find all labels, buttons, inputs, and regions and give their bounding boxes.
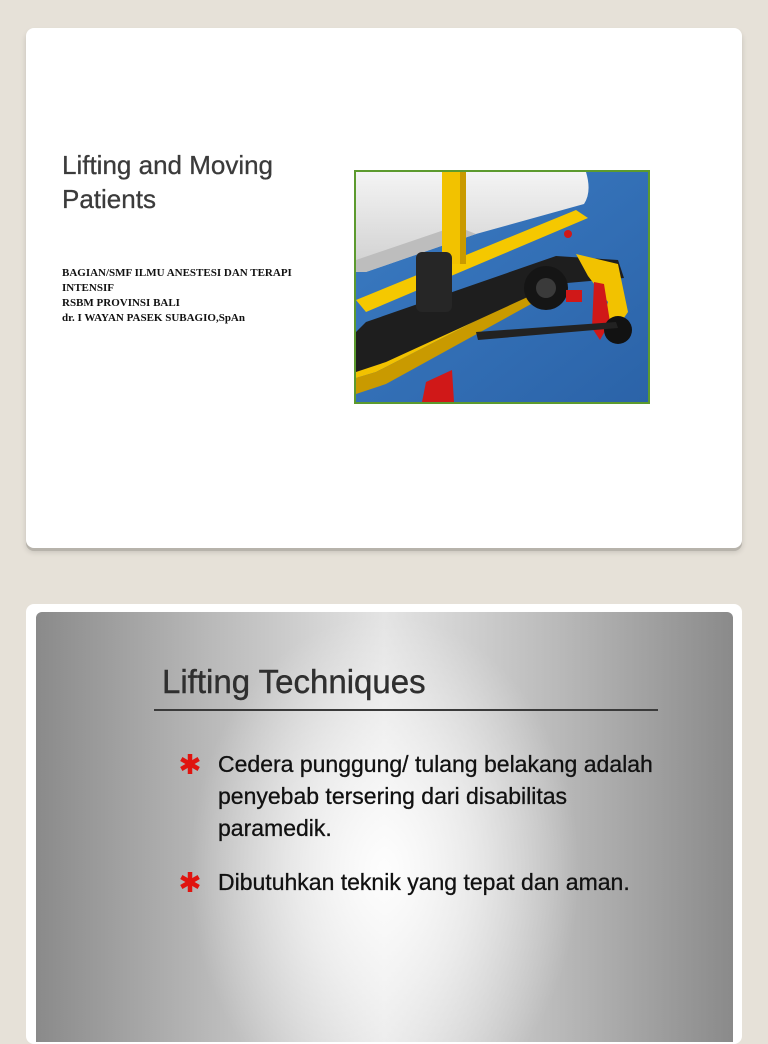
bullet-list [178,748,668,920]
subtitle-line-author: dr. I WAYAN PASEK SUBAGIO,SpAn [62,312,245,324]
red-asterisk-icon [178,752,202,776]
slide-2-title: Lifting Techniques [162,663,426,700]
title-divider [154,709,658,711]
list-item [178,748,668,844]
slide-2 [36,612,733,1042]
stretcher-photo [354,170,650,404]
list-item [178,866,668,898]
slide-1-title: Lifting and Moving Patients [62,150,274,214]
slide-1-subtitle [62,266,342,326]
slide-1 [26,28,742,548]
subtitle-line-hospital: RSBM PROVINSI BALI [62,297,180,309]
bullet-text: Dibutuhkan teknik yang tepat dan aman. [218,869,630,895]
subtitle-line-department: BAGIAN/SMF ILMU ANESTESI DAN TERAPI INTENSIF [62,267,292,294]
bullet-text: Cedera punggung/ tulang belakang adalah penyebab tersering dari disabilitas paramedik. [218,751,653,841]
red-asterisk-icon [178,870,202,894]
